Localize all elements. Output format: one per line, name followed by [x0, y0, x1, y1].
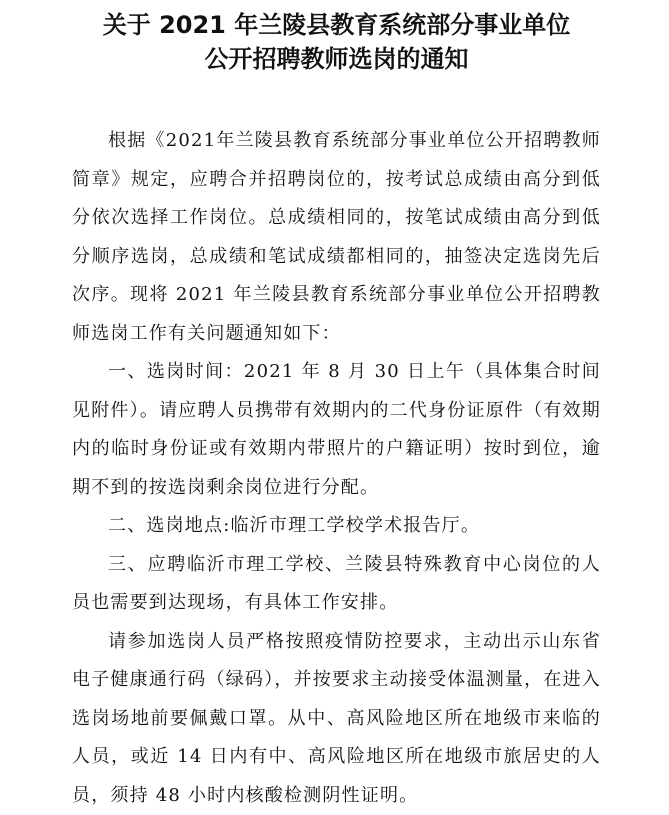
paragraph-arrangement: 三、应聘临沂市理工学校、兰陵县特殊教育中心岗位的人员也需要到达现场，有具体工作安排。: [72, 546, 601, 623]
paragraph-epidemic-control: 请参加选岗人员严格按照疫情防控要求，主动出示山东省电子健康通行码（绿码），并按要求主动接受体温测量，在进入选岗场地前要佩戴口罩。从中、高风险地区所在地级市来临的人员，或近 14 日内有中、高风险地区所在地级市旅居史的人员，须持 48 小时内核酸检测阴性证明。: [72, 623, 601, 815]
document-title-line-2: 公开招聘教师选岗的通知: [72, 42, 601, 76]
title-block: [72, 8, 601, 76]
document-title-line-1: 关于 2021 年兰陵县教育系统部分事业单位: [72, 8, 601, 42]
paragraph-time: 一、选岗时间：2021 年 8 月 30 日上午（具体集合时间见附件）。请应聘人员携带有效期内的二代身份证原件（有效期内的临时身份证或有效期内带照片的户籍证明）按时到位，逾期不到的按选岗剩余岗位进行分配。: [72, 353, 601, 507]
paragraph-location: 二、选岗地点:临沂市理工学校学术报告厅。: [72, 507, 601, 546]
paragraph-intro: 根据《2021年兰陵县教育系统部分事业单位公开招聘教师简章》规定，应聘合并招聘岗位的，按考试总成绩由高分到低分依次选择工作岗位。总成绩相同的，按笔试成绩由高分到低分顺序选岗，总成绩和笔试成绩都相同的，抽签决定选岗先后次序。现将 2021 年兰陵县教育系统部分事业单位公开招聘教师选岗工作有关问题通知如下：: [72, 122, 601, 353]
